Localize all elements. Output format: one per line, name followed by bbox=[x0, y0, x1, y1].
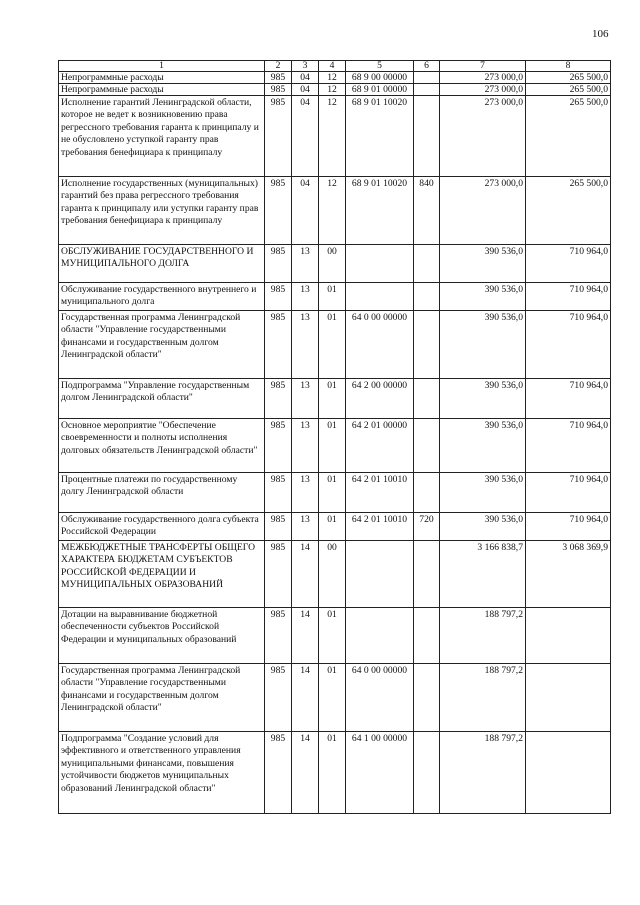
cell-col-3: 13 bbox=[292, 513, 319, 541]
cell-col-5: 64 1 00 00000 bbox=[346, 731, 414, 813]
cell-col-6 bbox=[414, 96, 440, 177]
cell-col-5 bbox=[346, 607, 414, 663]
cell-col-4: 12 bbox=[319, 96, 346, 177]
column-header-2: 2 bbox=[265, 61, 292, 72]
row-name: Процентные платежи по государственному долгу Ленинградской области bbox=[59, 473, 265, 513]
cell-col-2: 985 bbox=[265, 84, 292, 96]
cell-col-3: 13 bbox=[292, 419, 319, 473]
table-row bbox=[59, 311, 611, 379]
cell-col-7: 188 797,2 bbox=[440, 663, 526, 731]
row-name: Исполнение гарантий Ленинградской области, которое не ведет к возникновению права регрессного требования гаранта к принципалу и не обусловлено уступкой гаранту прав требования бенефициара к принципалу bbox=[59, 96, 265, 177]
cell-col-6: 720 bbox=[414, 513, 440, 541]
table-row bbox=[59, 177, 611, 245]
table-row bbox=[59, 540, 611, 607]
cell-col-3: 14 bbox=[292, 731, 319, 813]
cell-col-7: 273 000,0 bbox=[440, 84, 526, 96]
cell-col-2: 985 bbox=[265, 473, 292, 513]
cell-col-7: 273 000,0 bbox=[440, 177, 526, 245]
cell-col-7: 390 536,0 bbox=[440, 473, 526, 513]
cell-col-3: 04 bbox=[292, 177, 319, 245]
table-row bbox=[59, 607, 611, 663]
cell-col-4: 01 bbox=[319, 379, 346, 419]
cell-col-2: 985 bbox=[265, 419, 292, 473]
cell-col-5: 64 2 00 00000 bbox=[346, 379, 414, 419]
cell-col-4: 01 bbox=[319, 663, 346, 731]
cell-col-6 bbox=[414, 419, 440, 473]
table-row bbox=[59, 283, 611, 311]
table-row bbox=[59, 731, 611, 813]
cell-col-5: 68 9 01 10020 bbox=[346, 96, 414, 177]
cell-col-8: 710 964,0 bbox=[526, 379, 611, 419]
column-header-7: 7 bbox=[440, 61, 526, 72]
cell-col-5: 64 2 01 10010 bbox=[346, 473, 414, 513]
cell-col-7: 188 797,2 bbox=[440, 607, 526, 663]
cell-col-3: 14 bbox=[292, 540, 319, 607]
row-name: Обслуживание государственного долга субъекта Российской Федерации bbox=[59, 513, 265, 541]
cell-col-2: 985 bbox=[265, 379, 292, 419]
cell-col-3: 14 bbox=[292, 607, 319, 663]
row-name: Государственная программа Ленинградской области "Управление государственными финансами и государственным долгом Ленинградской области" bbox=[59, 663, 265, 731]
cell-col-8: 265 500,0 bbox=[526, 96, 611, 177]
cell-col-8: 265 500,0 bbox=[526, 177, 611, 245]
cell-col-3: 13 bbox=[292, 311, 319, 379]
row-name: Непрограммные расходы bbox=[59, 72, 265, 84]
cell-col-4: 01 bbox=[319, 419, 346, 473]
cell-col-8: 265 500,0 bbox=[526, 84, 611, 96]
cell-col-6 bbox=[414, 663, 440, 731]
table-row bbox=[59, 72, 611, 84]
column-header-1: 1 bbox=[59, 61, 265, 72]
cell-col-2: 985 bbox=[265, 663, 292, 731]
cell-col-4: 01 bbox=[319, 473, 346, 513]
cell-col-6 bbox=[414, 245, 440, 283]
cell-col-6 bbox=[414, 379, 440, 419]
cell-col-5 bbox=[346, 283, 414, 311]
cell-col-2: 985 bbox=[265, 311, 292, 379]
cell-col-2: 985 bbox=[265, 96, 292, 177]
budget-table bbox=[58, 60, 611, 814]
cell-col-6: 840 bbox=[414, 177, 440, 245]
table-row bbox=[59, 84, 611, 96]
cell-col-3: 13 bbox=[292, 283, 319, 311]
cell-col-2: 985 bbox=[265, 540, 292, 607]
cell-col-7: 390 536,0 bbox=[440, 311, 526, 379]
cell-col-6 bbox=[414, 311, 440, 379]
cell-col-5: 64 0 00 00000 bbox=[346, 311, 414, 379]
cell-col-8 bbox=[526, 663, 611, 731]
cell-col-5 bbox=[346, 540, 414, 607]
cell-col-7: 390 536,0 bbox=[440, 419, 526, 473]
cell-col-5: 64 2 01 10010 bbox=[346, 513, 414, 541]
cell-col-8: 710 964,0 bbox=[526, 283, 611, 311]
table-header-row bbox=[59, 61, 611, 72]
column-header-8: 8 bbox=[526, 61, 611, 72]
table-row bbox=[59, 473, 611, 513]
row-name: Непрограммные расходы bbox=[59, 84, 265, 96]
cell-col-4: 12 bbox=[319, 177, 346, 245]
cell-col-6 bbox=[414, 540, 440, 607]
cell-col-3: 04 bbox=[292, 72, 319, 84]
cell-col-3: 04 bbox=[292, 84, 319, 96]
cell-col-8 bbox=[526, 607, 611, 663]
cell-col-7: 390 536,0 bbox=[440, 283, 526, 311]
table-row bbox=[59, 96, 611, 177]
cell-col-5: 64 2 01 00000 bbox=[346, 419, 414, 473]
cell-col-7: 390 536,0 bbox=[440, 513, 526, 541]
cell-col-8: 710 964,0 bbox=[526, 311, 611, 379]
cell-col-4: 00 bbox=[319, 245, 346, 283]
cell-col-3: 13 bbox=[292, 379, 319, 419]
cell-col-6 bbox=[414, 731, 440, 813]
cell-col-7: 273 000,0 bbox=[440, 96, 526, 177]
cell-col-5: 68 9 01 10020 bbox=[346, 177, 414, 245]
column-header-5: 5 bbox=[346, 61, 414, 72]
cell-col-4: 01 bbox=[319, 283, 346, 311]
cell-col-7: 390 536,0 bbox=[440, 379, 526, 419]
cell-col-8: 265 500,0 bbox=[526, 72, 611, 84]
cell-col-7: 390 536,0 bbox=[440, 245, 526, 283]
row-name: Обслуживание государственного внутреннего и муниципального долга bbox=[59, 283, 265, 311]
cell-col-6 bbox=[414, 473, 440, 513]
table-row bbox=[59, 419, 611, 473]
row-name: Подпрограмма "Создание условий для эффективного и ответственного управления муниципальными финансами, повышения устойчивости бюджетов муниципальных образований Ленинградской области" bbox=[59, 731, 265, 813]
cell-col-8: 3 068 369,9 bbox=[526, 540, 611, 607]
page-number: 106 bbox=[592, 28, 609, 40]
column-header-6: 6 bbox=[414, 61, 440, 72]
table-row bbox=[59, 513, 611, 541]
cell-col-3: 04 bbox=[292, 96, 319, 177]
cell-col-2: 985 bbox=[265, 72, 292, 84]
cell-col-6 bbox=[414, 607, 440, 663]
row-name: МЕЖБЮДЖЕТНЫЕ ТРАНСФЕРТЫ ОБЩЕГО ХАРАКТЕРА БЮДЖЕТАМ СУБЪЕКТОВ РОССИЙСКОЙ ФЕДЕРАЦИИ И МУНИЦИПАЛЬНЫХ ОБРАЗОВАНИЙ bbox=[59, 540, 265, 607]
row-name: ОБСЛУЖИВАНИЕ ГОСУДАРСТВЕННОГО И МУНИЦИПАЛЬНОГО ДОЛГА bbox=[59, 245, 265, 283]
cell-col-2: 985 bbox=[265, 731, 292, 813]
cell-col-7: 188 797,2 bbox=[440, 731, 526, 813]
cell-col-7: 273 000,0 bbox=[440, 72, 526, 84]
cell-col-6 bbox=[414, 72, 440, 84]
cell-col-2: 985 bbox=[265, 245, 292, 283]
cell-col-2: 985 bbox=[265, 177, 292, 245]
cell-col-2: 985 bbox=[265, 283, 292, 311]
table-row bbox=[59, 245, 611, 283]
cell-col-4: 01 bbox=[319, 607, 346, 663]
cell-col-4: 01 bbox=[319, 513, 346, 541]
cell-col-5: 68 9 00 00000 bbox=[346, 72, 414, 84]
cell-col-3: 13 bbox=[292, 473, 319, 513]
cell-col-8: 710 964,0 bbox=[526, 245, 611, 283]
cell-col-4: 01 bbox=[319, 311, 346, 379]
cell-col-4: 01 bbox=[319, 731, 346, 813]
row-name: Исполнение государственных (муниципальных) гарантий без права регрессного требования гаранта к принципалу или уступки гаранту прав требования бенефициара к принципалу bbox=[59, 177, 265, 245]
cell-col-4: 12 bbox=[319, 84, 346, 96]
cell-col-5: 64 0 00 00000 bbox=[346, 663, 414, 731]
row-name: Дотации на выравнивание бюджетной обеспеченности субъектов Российской Федерации и муниципальных образований bbox=[59, 607, 265, 663]
cell-col-3: 14 bbox=[292, 663, 319, 731]
cell-col-8: 710 964,0 bbox=[526, 419, 611, 473]
cell-col-4: 12 bbox=[319, 72, 346, 84]
row-name: Основное мероприятие "Обеспечение своевременности и полноты исполнения долговых обязательств Ленинградской области" bbox=[59, 419, 265, 473]
column-header-4: 4 bbox=[319, 61, 346, 72]
row-name: Государственная программа Ленинградской области "Управление государственными финансами и государственным долгом Ленинградской области" bbox=[59, 311, 265, 379]
cell-col-6 bbox=[414, 84, 440, 96]
column-header-3: 3 bbox=[292, 61, 319, 72]
cell-col-6 bbox=[414, 283, 440, 311]
table-row bbox=[59, 379, 611, 419]
cell-col-8: 710 964,0 bbox=[526, 513, 611, 541]
cell-col-5: 68 9 01 00000 bbox=[346, 84, 414, 96]
cell-col-2: 985 bbox=[265, 513, 292, 541]
row-name: Подпрограмма "Управление государственным долгом Ленинградской области" bbox=[59, 379, 265, 419]
cell-col-5 bbox=[346, 245, 414, 283]
table-row bbox=[59, 663, 611, 731]
cell-col-3: 13 bbox=[292, 245, 319, 283]
cell-col-7: 3 166 838,7 bbox=[440, 540, 526, 607]
cell-col-4: 00 bbox=[319, 540, 346, 607]
cell-col-2: 985 bbox=[265, 607, 292, 663]
cell-col-8: 710 964,0 bbox=[526, 473, 611, 513]
cell-col-8 bbox=[526, 731, 611, 813]
